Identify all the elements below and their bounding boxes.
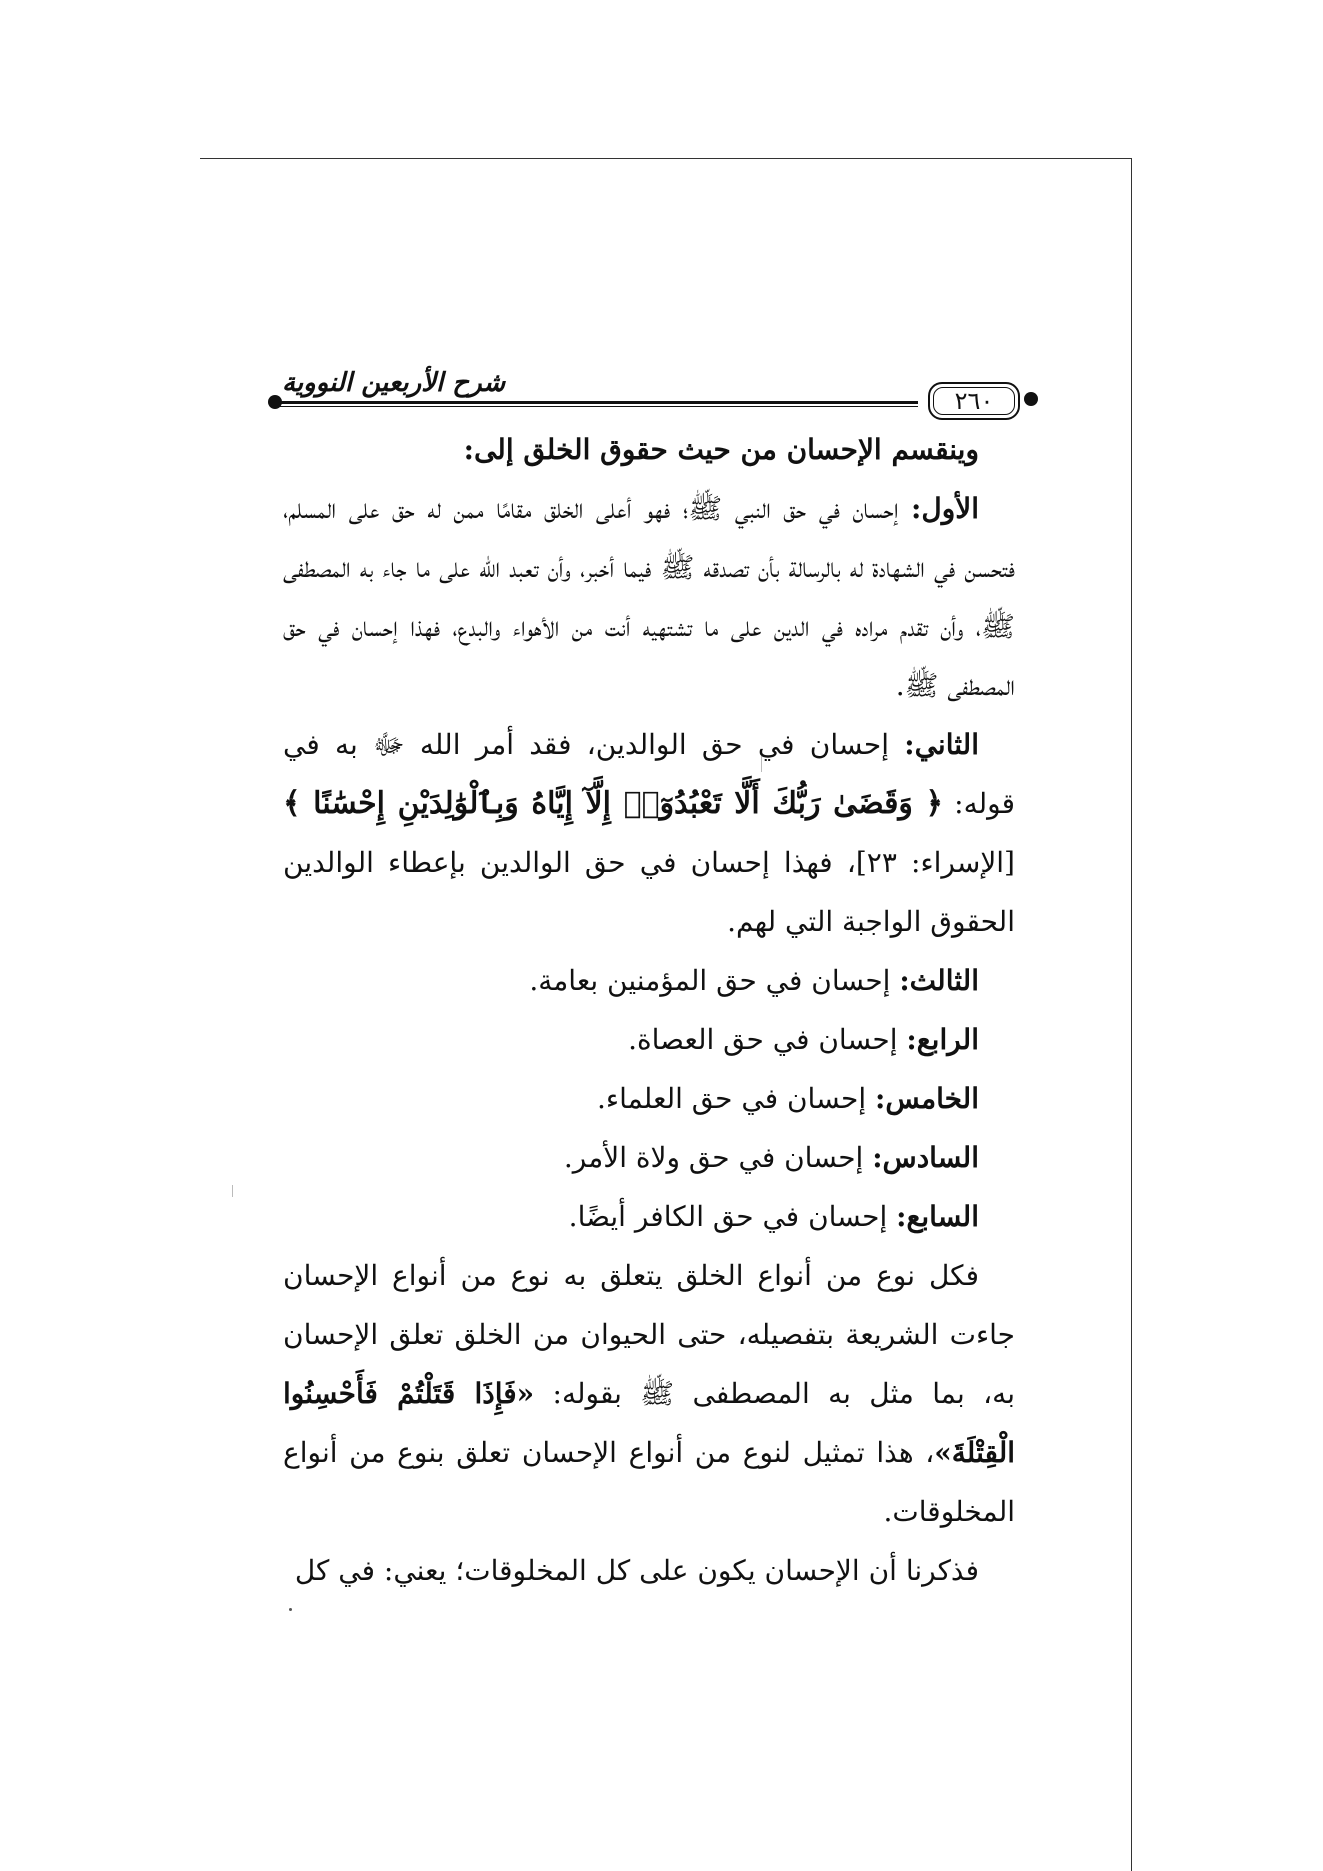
term-sixth: السادس: — [872, 1141, 979, 1174]
list-item-sixth — [283, 1128, 1015, 1187]
list-item-third — [283, 951, 1015, 1010]
term-fourth: الرابع: — [906, 1023, 979, 1056]
term-seventh: السابع: — [896, 1200, 979, 1233]
page-number-text: ٢٦٠ — [954, 387, 994, 415]
text-second-before: إحسان في حق الوالدين، فقد أمر الله ﷻ به في قوله: — [283, 728, 1015, 820]
text-third-paragraph-before: فكل نوع من أنواع الخلق يتعلق به نوع من أنواع الإحسان جاءت الشريعة بتفصيله، حتى الحيوان من الخلق تعلق الإحسان به، بما مثل به المصطفى ﷺ بقوله: — [283, 1259, 1015, 1410]
paragraph-second — [283, 715, 1015, 951]
text-first: إحسان في حق النبي ﷺ؛ فهو أعلى الخلق مقامًا ممن له حق على المسلم، فتحسن في الشهادة له بالرسالة بأن تصدقه ﷺ فيما أخبر، وأن تعبد الله على ما جاء به المصطفى ﷺ، وأن تقدم مراده في الدين على ما تشتهيه أنت من الأهواء والبدع، فهذا إحسان في حق المصطفى ﷺ. — [283, 492, 1015, 702]
page-frame-top-line — [200, 158, 1132, 159]
text-seventh: إحسان في حق الكافر أيضًا. — [568, 1200, 897, 1233]
text-third-paragraph-after: ، هذا تمثيل لنوع من أنواع الإحسان تعلق بنوع من أنواع المخلوقات. — [283, 1436, 1015, 1528]
term-third: الثالث: — [899, 964, 979, 997]
text-second-after: [الإسراء: ٢٣]، فهذا إحسان في حق الوالدين بإعطاء الوالدين الحقوق الواجبة التي لهم. — [283, 846, 1015, 938]
term-fifth: الخامس: — [875, 1082, 979, 1115]
running-header — [268, 368, 1038, 418]
page-frame-right-line — [1131, 158, 1132, 1871]
list-item-fifth — [283, 1069, 1015, 1128]
book-title: شرح الأربعين النووية — [282, 368, 506, 398]
list-item-fourth — [283, 1010, 1015, 1069]
term-first: الأول: — [911, 492, 979, 525]
page-number — [928, 382, 1020, 420]
text-third: إحسان في حق المؤمنين بعامة. — [529, 964, 900, 997]
header-bullet-right — [1024, 392, 1038, 406]
paragraph-third — [283, 1246, 1015, 1541]
text-fourth: إحسان في حق العصاة. — [628, 1023, 907, 1056]
header-rule — [278, 401, 918, 407]
paragraph-fourth: فذكرنا أن الإحسان يكون على كل المخلوقات؛ يعني: في كل — [294, 1554, 979, 1587]
quran-verse: ﴿ وَقَضَىٰ رَبُّكَ أَلَّا تَعْبُدُوٓا۟ إِلَّآ إِيَّاهُ وَبِٱلْوَٰلِدَيْنِ إِحْسَٰنًا ﴾ — [283, 786, 944, 821]
section-heading: وينقسم الإحسان من حيث حقوق الخلق إلى: — [463, 433, 979, 466]
header-bullet-left — [268, 395, 282, 409]
list-item-seventh — [283, 1187, 1015, 1246]
term-second: الثاني: — [904, 728, 979, 761]
scan-speck — [289, 1608, 292, 1611]
text-fifth: إحسان في حق العلماء. — [597, 1082, 876, 1115]
paragraph-first — [283, 479, 1015, 715]
scan-mark — [232, 1185, 233, 1197]
page-body — [283, 420, 1015, 1600]
text-sixth: إحسان في حق ولاة الأمر. — [563, 1141, 873, 1174]
hadith-quote: «فَإِذَا قَتَلْتُمْ فَأَحْسِنُوا الْقِتْلَةَ» — [283, 1377, 1016, 1469]
